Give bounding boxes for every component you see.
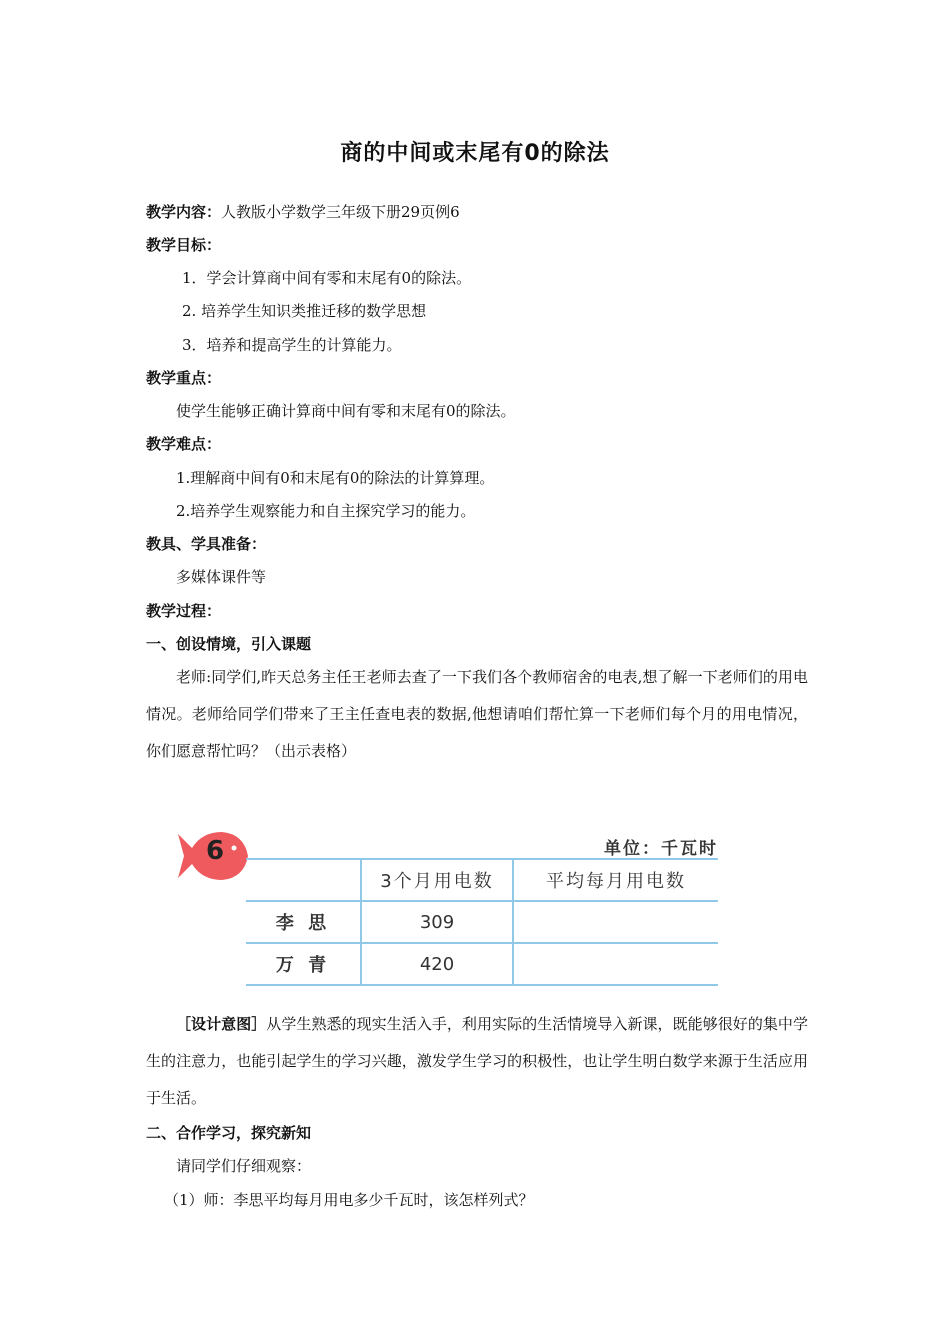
section1-heading: 一、创设情境，引入课题 bbox=[146, 635, 312, 653]
unit-label: 单位：千瓦时 bbox=[604, 839, 718, 859]
difficulty-item-2: 2.培养学生观察能力和自主探究学习的能力。 bbox=[176, 502, 476, 520]
table-header-row bbox=[246, 859, 718, 901]
design-intent-label: ［设计意图］ bbox=[176, 1015, 267, 1033]
content-text: 人教版小学数学三年级下册29页例6 bbox=[221, 203, 460, 221]
section2-line-1: 请同学们仔细观察： bbox=[176, 1157, 312, 1175]
section1-paragraph: 老师:同学们,昨天总务主任王老师去查了一下我们各个教师宿舍的电表,想了解一下老师们的用电情况。老师给同学们带来了王主任查电表的数据,他想请咱们帮忙算一下老师们每个月的用电情况，你们愿意帮忙吗？（出示表格） bbox=[146, 668, 808, 760]
content-label: 教学内容： bbox=[146, 203, 222, 221]
electricity-table bbox=[246, 858, 718, 986]
tools-heading: 教具、学具准备： bbox=[146, 535, 267, 553]
example-number: 6 bbox=[206, 836, 225, 866]
key-points-text: 使学生能够正确计算商中间有零和末尾有0的除法。 bbox=[176, 402, 516, 420]
table-header-cell: 3个月用电数 bbox=[361, 859, 513, 901]
table-cell-total: 309 bbox=[361, 901, 513, 943]
difficulties-heading: 教学难点： bbox=[146, 435, 222, 453]
goal-item-1: 1．学会计算商中间有零和末尾有0的除法。 bbox=[182, 269, 472, 287]
table-cell-name: 李 思 bbox=[246, 901, 361, 943]
page-title: 商的中间或末尾有0的除法 bbox=[340, 141, 610, 166]
design-intent-text: 从学生熟悉的现实生活入手，利用实际的生活情境导入新课，既能够很好的集中学生的注意力，也能引起学生的学习兴趣，激发学生学习的积极性，也让学生明白数学来源于生活应用于生活。 bbox=[146, 1015, 808, 1107]
table-cell-avg bbox=[513, 901, 718, 943]
process-heading: 教学过程： bbox=[146, 602, 222, 620]
content-line bbox=[146, 202, 460, 222]
table-cell-name: 万 青 bbox=[246, 943, 361, 985]
key-points-heading: 教学重点： bbox=[146, 369, 222, 387]
difficulty-item-1: 1.理解商中间有0和末尾有0的除法的计算算理。 bbox=[176, 469, 495, 487]
section2-heading: 二、合作学习，探究新知 bbox=[146, 1124, 312, 1142]
design-intent-paragraph bbox=[146, 1006, 808, 1117]
table-row bbox=[246, 943, 718, 985]
table-cell-total: 420 bbox=[361, 943, 513, 985]
section2-line-2: （1）师：李思平均每月用电多少千瓦时，该怎样列式？ bbox=[164, 1191, 534, 1209]
table-header-cell: 平均每月用电数 bbox=[546, 871, 686, 892]
tools-text: 多媒体课件等 bbox=[176, 568, 267, 586]
table-row bbox=[246, 901, 718, 943]
table-cell-avg bbox=[513, 943, 718, 985]
goals-heading: 教学目标： bbox=[146, 236, 222, 254]
goal-item-3: 3．培养和提高学生的计算能力。 bbox=[182, 336, 402, 354]
table-header-cell bbox=[246, 859, 361, 901]
goal-item-2: 2. 培养学生知识类推迁移的数学思想 bbox=[182, 302, 427, 320]
